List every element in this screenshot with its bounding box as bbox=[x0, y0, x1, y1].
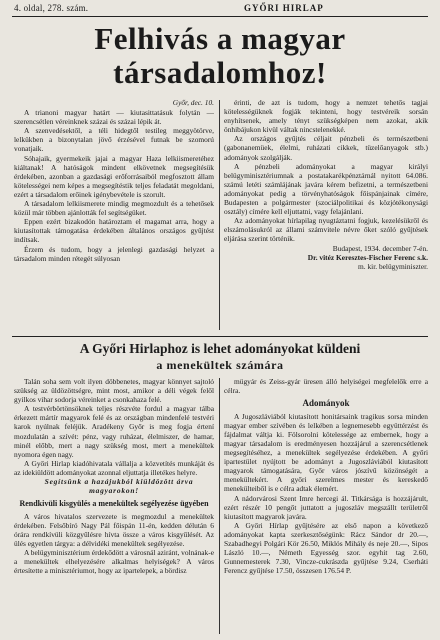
article-headline-line-1: A Győri Hirlaphoz is lehet adományokat küldeni bbox=[79, 341, 361, 356]
header-rule bbox=[12, 16, 428, 17]
article-headline bbox=[16, 341, 424, 373]
article-paragraph: mügyár és Zeiss-gyár üresen álló helyiségei megfelelők erre a célra. bbox=[224, 377, 428, 396]
appeal-place-date: Budapest, 1934. december 7-én. bbox=[332, 243, 428, 253]
headline-line-2: társadalomhoz! bbox=[113, 55, 327, 90]
article-headline-line-2: a menekültek számára bbox=[156, 358, 284, 372]
appeal-left-paragraph: Sóhajaik, gyermekeik jajai a magyar Haza lelkiismeretéhez kiáltanak! A hatóságok mindent elkövetnek megsegítésük érdekében, azonban a gazdasági erőforrásaiból megfosztott állam kötelességei nem képes a megsegítéstik teljes feladatát megoldani, ezért a társadalom erőinek igénybevétele is szorult. bbox=[14, 153, 214, 199]
article-left-column bbox=[14, 377, 214, 635]
article-subhead: Rendkivüli kisgyülés a menekültek segélyezése ügyében bbox=[19, 499, 209, 509]
section-rule bbox=[12, 336, 428, 337]
article-paragraph: A belügyminisztérium érdekődött a városnál aziránt, volnának-e a menekültek elhelyezésére alkalmas helyiségek? A város értesítette a minisztériumot, hogy az ipartelepek, a bördisz bbox=[14, 548, 214, 576]
headline-line-1: Felhivás a magyar bbox=[94, 21, 346, 56]
donations-paragraph: A Győri Hírlap gyűjtésére az első napon a következő adományokat kapta szerkesztőségünk: Rácz Sándor dr 20.—, Szabadhegyi Polgári Kör 26.50, Miklós Mihály és neje 20.—, Sipos László 10.—, Németh Egyesség szor. egyhit tag 2.60, Gunnemesterek 7.30, Vincze-cukrászda gyűjtése 9.24, Cserháti Ferencz gyűjtése 17.50, összesen 176.54 P. bbox=[224, 520, 428, 576]
appeal-right-paragraph: érinti, de azt is tudom, hogy a nemzet tehetős tagjai kötelességüknek fogják tekinteni, hogy testvéreik sorsán enyhítsenek, amely tényt szükségképen nem azokat, akik önhibájukon kivül váltak nincstelenekké. bbox=[224, 98, 428, 135]
appeal-right-paragraph: A pénzbeli adományokat a magyar királyi belügyminisztériumnak a postatakarékpénztárnál nyitott 64.086. számú letéti számlájának javára kérem befizetni, a természetbeni adományokat pedig a törvényhatóságok főispánjainak címére, Budapesten a polgármester (szociálpolitikai és közjótékonysági osztály) címére kell eljuttatni, vagy felajánlani. bbox=[224, 161, 428, 217]
appeal-right-paragraph: Az adományokat hírlapilag nyugtáztatni fogjuk, kezelésükről és elszámolásukról az állami számvitele névre őket szóló gyűjtések eljárása szerint történik. bbox=[224, 216, 428, 244]
article-paragraph: A testvérbörtönsöknek teljes részvéte fordul a magyar tálba érkezett mártír magyarok felé és az országban mindenfelé testvéri karok nyúlnak feléjük. Aradékeny Győr is meg fogja értení mozdulatán a szívét: pénz, vagy ruházat, élelmiszer, de hamar, minél előbb, mert a nagy szükség most, mert a menekültek nyomora égen nagy. bbox=[14, 404, 214, 459]
appeal-right-paragraph: Az országos gyűjtés céljait pénzbeli és természetbeni (gabonanemüek, élelmi, ruházati cikkek, tüzelőanyagok stb.) adományok szolgálják. bbox=[224, 134, 428, 162]
signature-name: Dr. vitéz Keresztes-Fischer Ferenc s.k. bbox=[307, 252, 428, 262]
article-paragraph: Talán soha sem volt ilyen döbbenetes, magyar könnyet sajtoló szükség az üldözöttségre, mint most, amikor a déli végek felől gyilkos vihar sodorja véreinket a csonkahaza felé. bbox=[14, 377, 214, 405]
column-divider bbox=[219, 378, 220, 634]
appeal-left-column bbox=[14, 98, 214, 332]
article-right-column bbox=[224, 377, 428, 635]
appeal-spaced-line: Segítsünk a hazájukból kiüldözött árva magyarokon! bbox=[44, 477, 194, 496]
appeal-dateline: Győr, dec. 10. bbox=[172, 98, 214, 107]
donations-paragraph: A Jugoszláviából kiutasított honitársaink tragikus sorsa minden magyar ember szívében és lelkében a legnemesebb együttérzést és fájdalmat váltja ki. Fölsorolni kötelessége az embernek, hogy a magyar társadalom is eredményesen hozzájárul a szerencsétlenek megsegítéséhez, a menekültek segélyezése érdekében. A győri ipartestület nyújtott be adományt a Jugoszláviából kiutasított magyarok támogatására, Győr város jószívű közönségét a menekültekért. A győri szerelmes mester és kereskedő menekülteiből is e célra adtak élemért. bbox=[224, 411, 428, 494]
article-paragraph: A város hivatalos szervezete is megmozdul a menekültek érdekében. Felsőbíró Nagy Pál főispán 11-én, kedden délután 6 órára rendkívüli közgyűlésre hívta össze a város kisgyűlését. Az ülés egyetlen tárgya: a délvidéki menekültek segélyezése. bbox=[14, 511, 214, 548]
page-info: 4. oldal, 278. szám. bbox=[14, 3, 89, 13]
donations-heading: Adományok bbox=[302, 398, 350, 409]
running-header bbox=[14, 2, 428, 14]
appeal-right-column bbox=[224, 98, 428, 332]
column-divider bbox=[219, 100, 220, 330]
main-headline bbox=[20, 22, 420, 90]
donations-paragraph: A nádorvárosi Szent Imre hercegi ál. Titkársága is hozzájárult, ezért részér 10 pengőt juttatott a jugoszláv megszállt területről kiutasított magyarok javára. bbox=[224, 493, 428, 521]
article-paragraph: A Győri Hirlap kiadóhivatala vállalja a közvetítés munkáját és az idekiüldött adományokat azonnal eljuttatja illetékes helyre. bbox=[14, 458, 214, 477]
appeal-left-paragraph: Érzem és tudom, hogy a jelenlegi gazdasági helyzet a társadalom minden rétegét súlyosan bbox=[14, 244, 214, 263]
appeal-left-paragraph: Eppen ezért bizakodón határoztam el magamat arra, hogy a kiutasítottak támogatása érdekében általános országos gyűjtést indítsak. bbox=[14, 217, 214, 245]
appeal-left-paragraph: A szenvedésektől, a téli hidegtől testileg meggyötörve, lelkükben a bizonytalan jövő érzésével futnak be szomorú vonatjaik. bbox=[14, 126, 214, 154]
signature-title: m. kir. belügyminiszter. bbox=[358, 261, 428, 271]
appeal-left-paragraph: A társadalom lelkiismerete mindig megmozdult és a tehetősek közül már többen ajánlották fel segítségüket. bbox=[14, 199, 214, 218]
paper-name: GYŐRI HIRLAP bbox=[244, 3, 324, 13]
appeal-left-paragraph: A trianoni magyar határt — kiutasittatásuk folytán — szerencsétlen véreinknek százai és százai lépik át. bbox=[14, 108, 214, 127]
